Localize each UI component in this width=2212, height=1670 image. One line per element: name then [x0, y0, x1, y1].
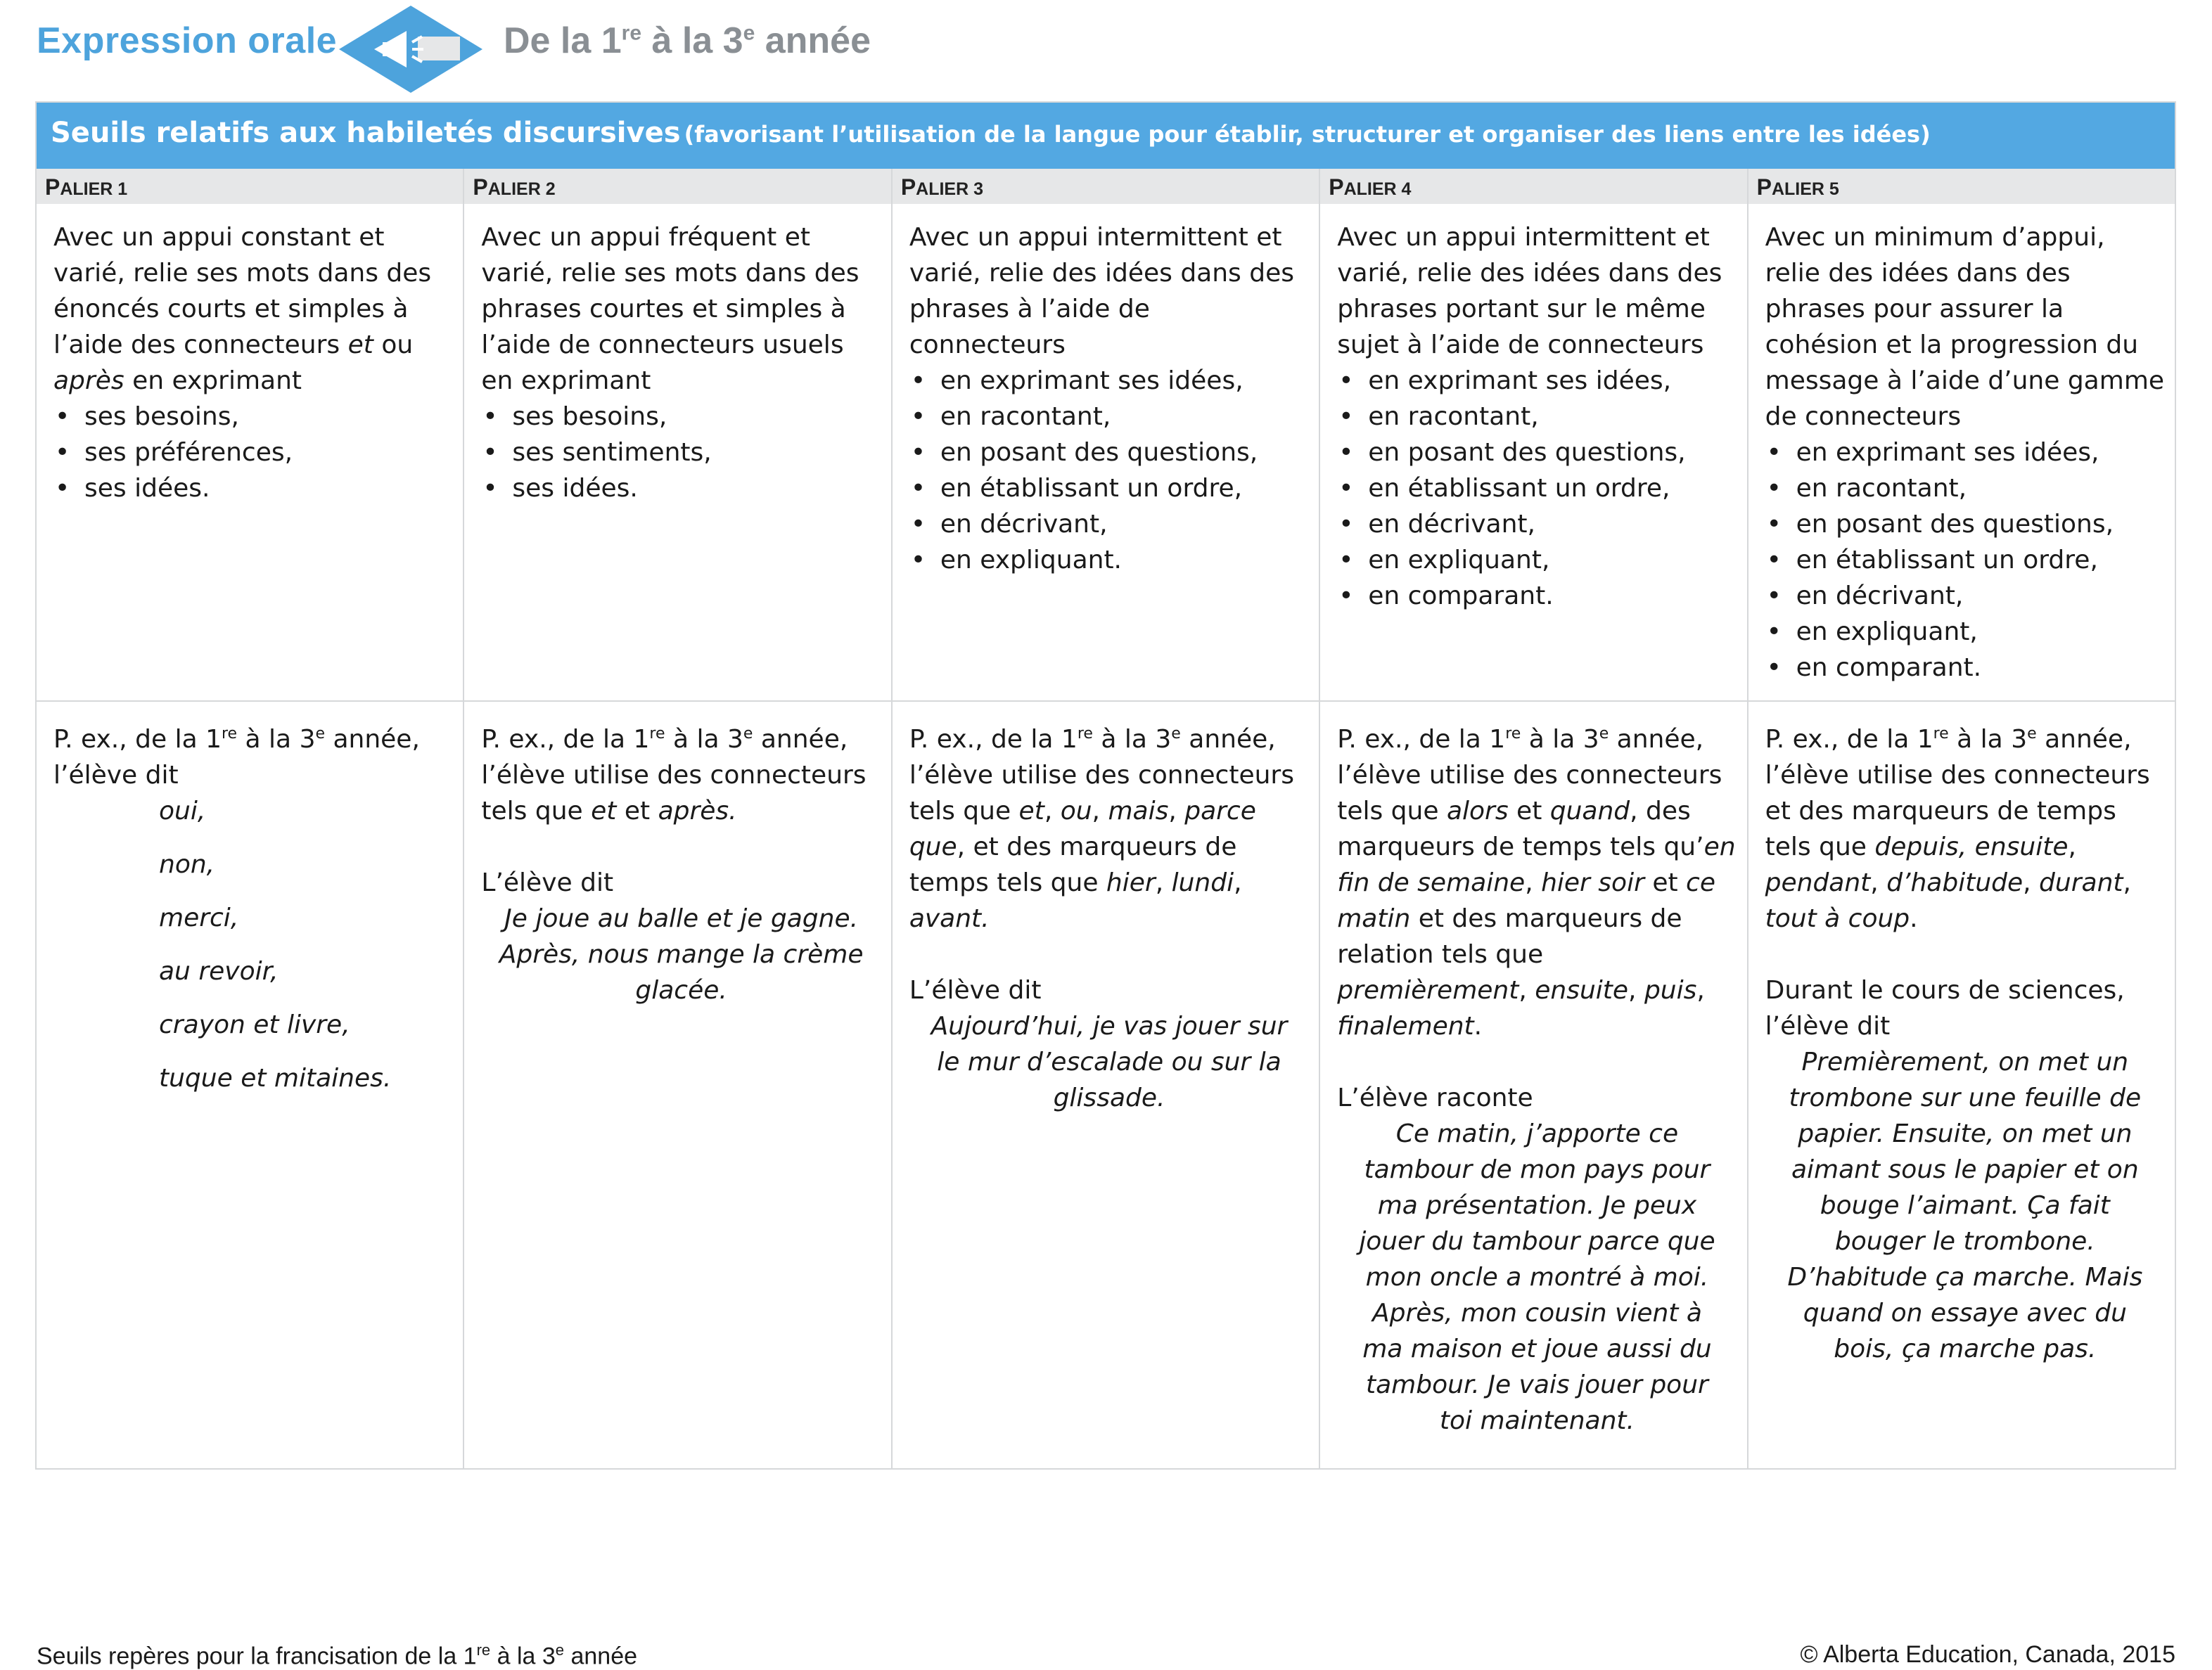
page-subtitle: De la 1re à la 3e année	[504, 20, 871, 61]
palier-5-bullets	[1765, 435, 2165, 686]
banner-title: Seuils relatifs aux habiletés discursives	[51, 117, 681, 149]
footer-document-title: Seuils repères pour la francisation de la 1re à la 3e année	[37, 1641, 638, 1670]
palier-4-descriptor	[1320, 204, 1746, 702]
example-intro: P. ex., de la 1re à la 3e année,	[1337, 725, 1704, 754]
palier-5-descriptor	[1748, 204, 2175, 702]
bullet-item: • en établissant un ordre,	[1796, 542, 2165, 578]
palier-1-bullets	[53, 399, 453, 506]
palier-4-intro: Avec un appui intermittent et varié, relie des idées dans des phrases portant sur le même sujet à l’aide de connecteurs	[1337, 223, 1722, 359]
bullet-item: • en exprimant ses idées,	[1796, 435, 2165, 470]
example-line: l’élève dit	[53, 761, 179, 790]
example-intro: P. ex., de la 1re à la 3e année,	[481, 725, 848, 754]
example-quotes	[53, 785, 453, 1105]
palier-1-intro: Avec un appui constant et varié, relie ses mots dans des énoncés courts et simples à l’aide des connecteurs et ou après en exprimant	[53, 223, 432, 395]
footer-copyright: © Alberta Education, Canada, 2015	[1800, 1641, 2175, 1668]
palier-4-example	[1320, 702, 1746, 1439]
palier-5-intro: Avec un minimum d’appui, relie des idées dans des phrases pour assurer la cohésion et la progression du message à l’aide d’une gamme de connecteurs	[1765, 223, 2165, 431]
palier-5-heading: PALIER 5	[1748, 169, 2175, 204]
palier-4-heading: PALIER 4	[1320, 169, 1746, 204]
palier-3-intro: Avec un appui intermittent et varié, relie des idées dans des phrases à l’aide de connecteurs	[909, 223, 1295, 359]
bullet-item: • en décrivant,	[1796, 578, 2165, 614]
palier-3-example	[893, 702, 1319, 1116]
bullet-item: • en comparant.	[1796, 650, 2165, 686]
bullet-item: • en exprimant ses idées,	[1368, 363, 1737, 399]
bullet-item: • ses besoins,	[512, 399, 881, 435]
megaphone-icon	[333, 3, 488, 96]
palier-1-column	[37, 169, 463, 1468]
bullet-item: • en racontant,	[940, 399, 1309, 435]
palier-1-example	[37, 702, 463, 1105]
bullet-item: • en établissant un ordre,	[940, 470, 1309, 506]
quote-item: oui,	[159, 797, 206, 826]
palier-3-bullets	[909, 363, 1309, 578]
quote-item: tuque et mitaines.	[159, 1064, 392, 1093]
example-says: L’élève dit	[909, 976, 1042, 1005]
bullet-item: • en expliquant,	[1796, 614, 2165, 650]
palier-3-heading: PALIER 3	[893, 169, 1319, 204]
bullet-item: • en comparant.	[1368, 578, 1737, 614]
example-intro: P. ex., de la 1re à la 3e année,	[909, 725, 1276, 754]
bullet-item: • en posant des questions,	[1368, 435, 1737, 470]
example-quote: Premièrement, on met un trombone sur une feuille de papier. Ensuite, on met un aimant sous le papier et on bouge l’aimant. Ça fait bouger le trombone. D’habitude ça marche. Mais quand on essaye avec du bois, ça marche pas.	[1787, 1048, 2143, 1363]
palier-2-descriptor	[464, 204, 890, 702]
palier-3-column	[891, 169, 1319, 1468]
bullet-item: • en expliquant,	[1368, 542, 1737, 578]
table-banner	[37, 103, 2175, 169]
quote-item: merci,	[159, 904, 239, 932]
bullet-item: • en décrivant,	[1368, 506, 1737, 542]
example-quote: Ce matin, j’apporte ce tambour de mon pays pour ma présentation. Je peux jouer du tambour parce que mon oncle a montré à moi. Après, mon cousin vient à ma maison et joue aussi du tambour. Je vais jouer pour toi maintenant.	[1359, 1119, 1715, 1435]
bullet-item: • en expliquant.	[940, 542, 1309, 578]
example-text: l’élève utilise des connecteurs tels que et, ou, mais, parce que, et des marqueurs de temps tels que hier, lundi, avant.	[909, 761, 1294, 933]
example-quote: Aujourd’hui, je vas jouer sur le mur d’escalade ou sur la glissade.	[931, 1012, 1288, 1112]
quote-item: au revoir,	[159, 957, 279, 986]
example-says: Durant le cours de sciences, l’élève dit	[1765, 976, 2125, 1041]
palier-1-heading: PALIER 1	[37, 169, 463, 204]
palier-2-intro: Avec un appui fréquent et varié, relie ses mots dans des phrases courtes et simples à l’aide de connecteurs usuels en exprimant	[481, 223, 859, 395]
bullet-item: • ses idées.	[84, 470, 453, 506]
example-quote: Je joue au balle et je gagne. Après, nous mange la crème glacée.	[499, 904, 864, 1005]
bullet-item: • ses sentiments,	[512, 435, 881, 470]
seuils-table	[35, 101, 2176, 1470]
bullet-item: • ses préférences,	[84, 435, 453, 470]
bullet-item: • ses besoins,	[84, 399, 453, 435]
bullet-item: • en posant des questions,	[1796, 506, 2165, 542]
palier-5-column	[1747, 169, 2175, 1468]
quote-item: crayon et livre,	[159, 1010, 350, 1039]
bullet-item: • ses idées.	[512, 470, 881, 506]
quote-item: non,	[159, 850, 215, 879]
banner-subtitle: (favorisant l’utilisation de la langue pour établir, structurer et organiser des liens entre les idées)	[684, 121, 1931, 148]
bullet-item: • en racontant,	[1796, 470, 2165, 506]
example-text: l’élève utilise des connecteurs et des marqueurs de temps tels que depuis, ensuite, pendant, d’habitude, durant, tout à coup.	[1765, 761, 2150, 933]
example-says: L’élève raconte	[1337, 1084, 1533, 1112]
page-title: Expression orale	[37, 20, 338, 61]
example-says: L’élève dit	[481, 868, 614, 897]
palier-2-column	[463, 169, 890, 1468]
palier-2-example	[464, 702, 890, 1008]
bullet-item: • en décrivant,	[940, 506, 1309, 542]
bullet-item: • en posant des questions,	[940, 435, 1309, 470]
palier-2-heading: PALIER 2	[464, 169, 890, 204]
palier-1-descriptor	[37, 204, 463, 702]
bullet-item: • en établissant un ordre,	[1368, 470, 1737, 506]
palier-3-descriptor	[893, 204, 1319, 702]
bullet-item: • en exprimant ses idées,	[940, 363, 1309, 399]
example-intro: P. ex., de la 1re à la 3e année,	[1765, 725, 2132, 754]
example-text: l’élève utilise des connecteurs tels que et et après.	[481, 761, 867, 826]
palier-5-example	[1748, 702, 2175, 1367]
example-text: l’élève utilise des connecteurs tels que alors et quand, des marqueurs de temps tels qu’en fin de semaine, hier soir et ce matin et des marqueurs de relation tels que premièrement, ensuite, puis, finalement.	[1337, 761, 1736, 1041]
example-intro: P. ex., de la 1re à la 3e année,	[53, 725, 420, 754]
palier-4-bullets	[1337, 363, 1737, 614]
palier-4-column	[1319, 169, 1746, 1468]
bullet-item: • en racontant,	[1368, 399, 1737, 435]
palier-2-bullets	[481, 399, 881, 506]
